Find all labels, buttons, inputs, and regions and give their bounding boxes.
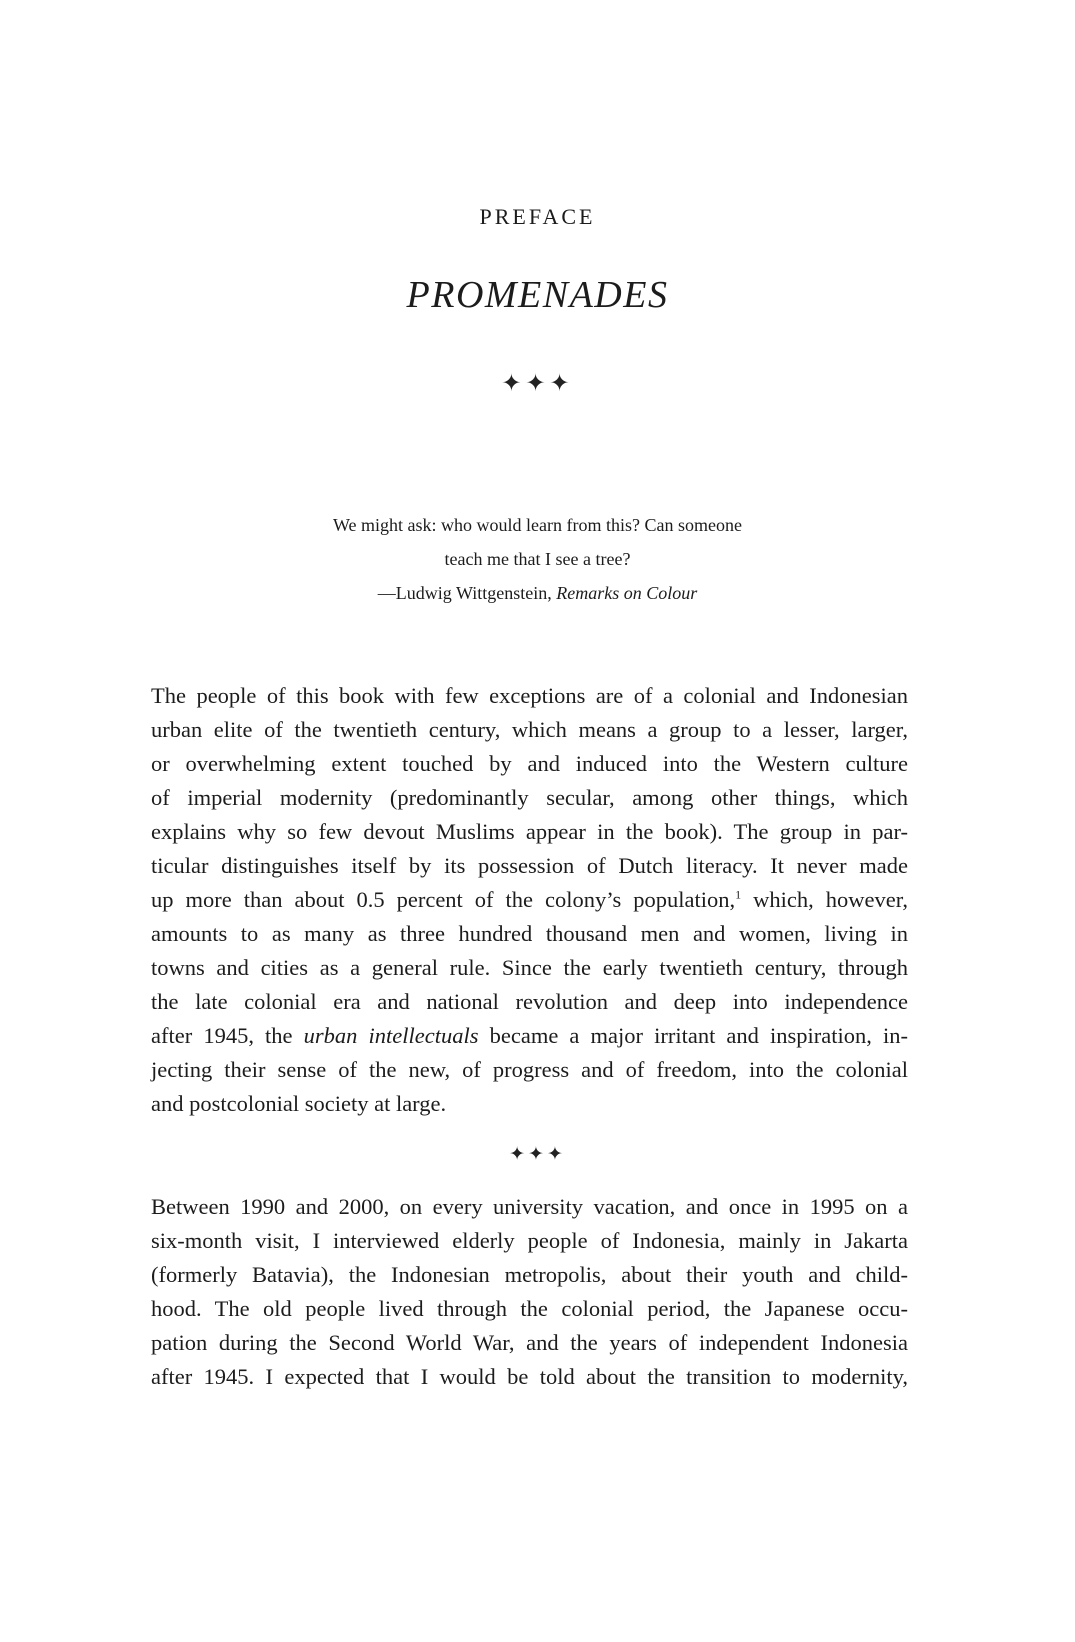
epigraph-line: We might ask: who would learn from this? Can someone [333, 515, 742, 535]
text-line: hood. The old people lived through the colonial period, the Japanese occu- [151, 1296, 908, 1321]
text-line: or overwhelming extent touched by and induced into the Western culture [151, 751, 908, 776]
text-line: amounts to as many as three hundred thousand men and women, living in [151, 921, 908, 946]
text-segment: became a major irritant and inspiration, in- [478, 1023, 908, 1048]
attribution-author: —Ludwig Wittgenstein, [377, 583, 557, 603]
text-line: the late colonial era and national revolution and deep into independence [151, 989, 908, 1014]
footnote-marker[interactable]: 1 [735, 887, 742, 902]
star-divider-icon: ✦✦✦ [509, 1143, 566, 1165]
text-line: and postcolonial society at large. [151, 1091, 447, 1116]
epigraph [0, 508, 1075, 610]
text-line: (formerly Batavia), the Indonesian metropolis, about their youth and child- [151, 1262, 908, 1287]
text-line: of imperial modernity (predominantly secular, among other things, which [151, 785, 908, 810]
text-line: Between 1990 and 2000, on every university vacation, and once in 1995 on a [151, 1194, 908, 1219]
text-segment: up more than about 0.5 percent of the colony’s population, [151, 887, 736, 912]
text-line: The people of this book with few exceptions are of a colonial and Indonesian [151, 683, 908, 708]
paragraph-second [151, 1190, 908, 1394]
epigraph-line: teach me that I see a tree? [444, 549, 631, 569]
emphasis-term: urban intellectuals [303, 1023, 479, 1048]
text-line [151, 883, 908, 917]
star-ornament-icon: ✦✦✦ [501, 369, 574, 397]
text-line: urban elite of the twentieth century, which means a group to a lesser, larger, [151, 717, 908, 742]
text-line: ticular distinguishes itself by its possession of Dutch literacy. It never made [151, 853, 908, 878]
epigraph-attribution [0, 576, 1075, 610]
text-line: towns and cities as a general rule. Since the early twentieth century, through [151, 955, 908, 980]
text-line: explains why so few devout Muslims appear in the book). The group in par- [151, 819, 908, 844]
paragraph-first [151, 679, 908, 1121]
text-line: jecting their sense of the new, of progress and of freedom, into the colonial [151, 1057, 908, 1082]
text-segment: after 1945, the [151, 1023, 304, 1048]
text-line [151, 1019, 908, 1053]
text-line: after 1945. I expected that I would be told about the transition to modernity, [151, 1364, 908, 1389]
text-line: pation during the Second World War, and the years of independent Indonesia [151, 1330, 908, 1355]
text-segment: which, however, [741, 887, 908, 912]
text-line: six-month visit, I interviewed elderly people of Indonesia, mainly in Jakarta [151, 1228, 908, 1253]
chapter-title: PROMENADES [406, 274, 669, 316]
attribution-work: Remarks on Colour [556, 583, 698, 603]
section-label: PREFACE [479, 204, 596, 229]
